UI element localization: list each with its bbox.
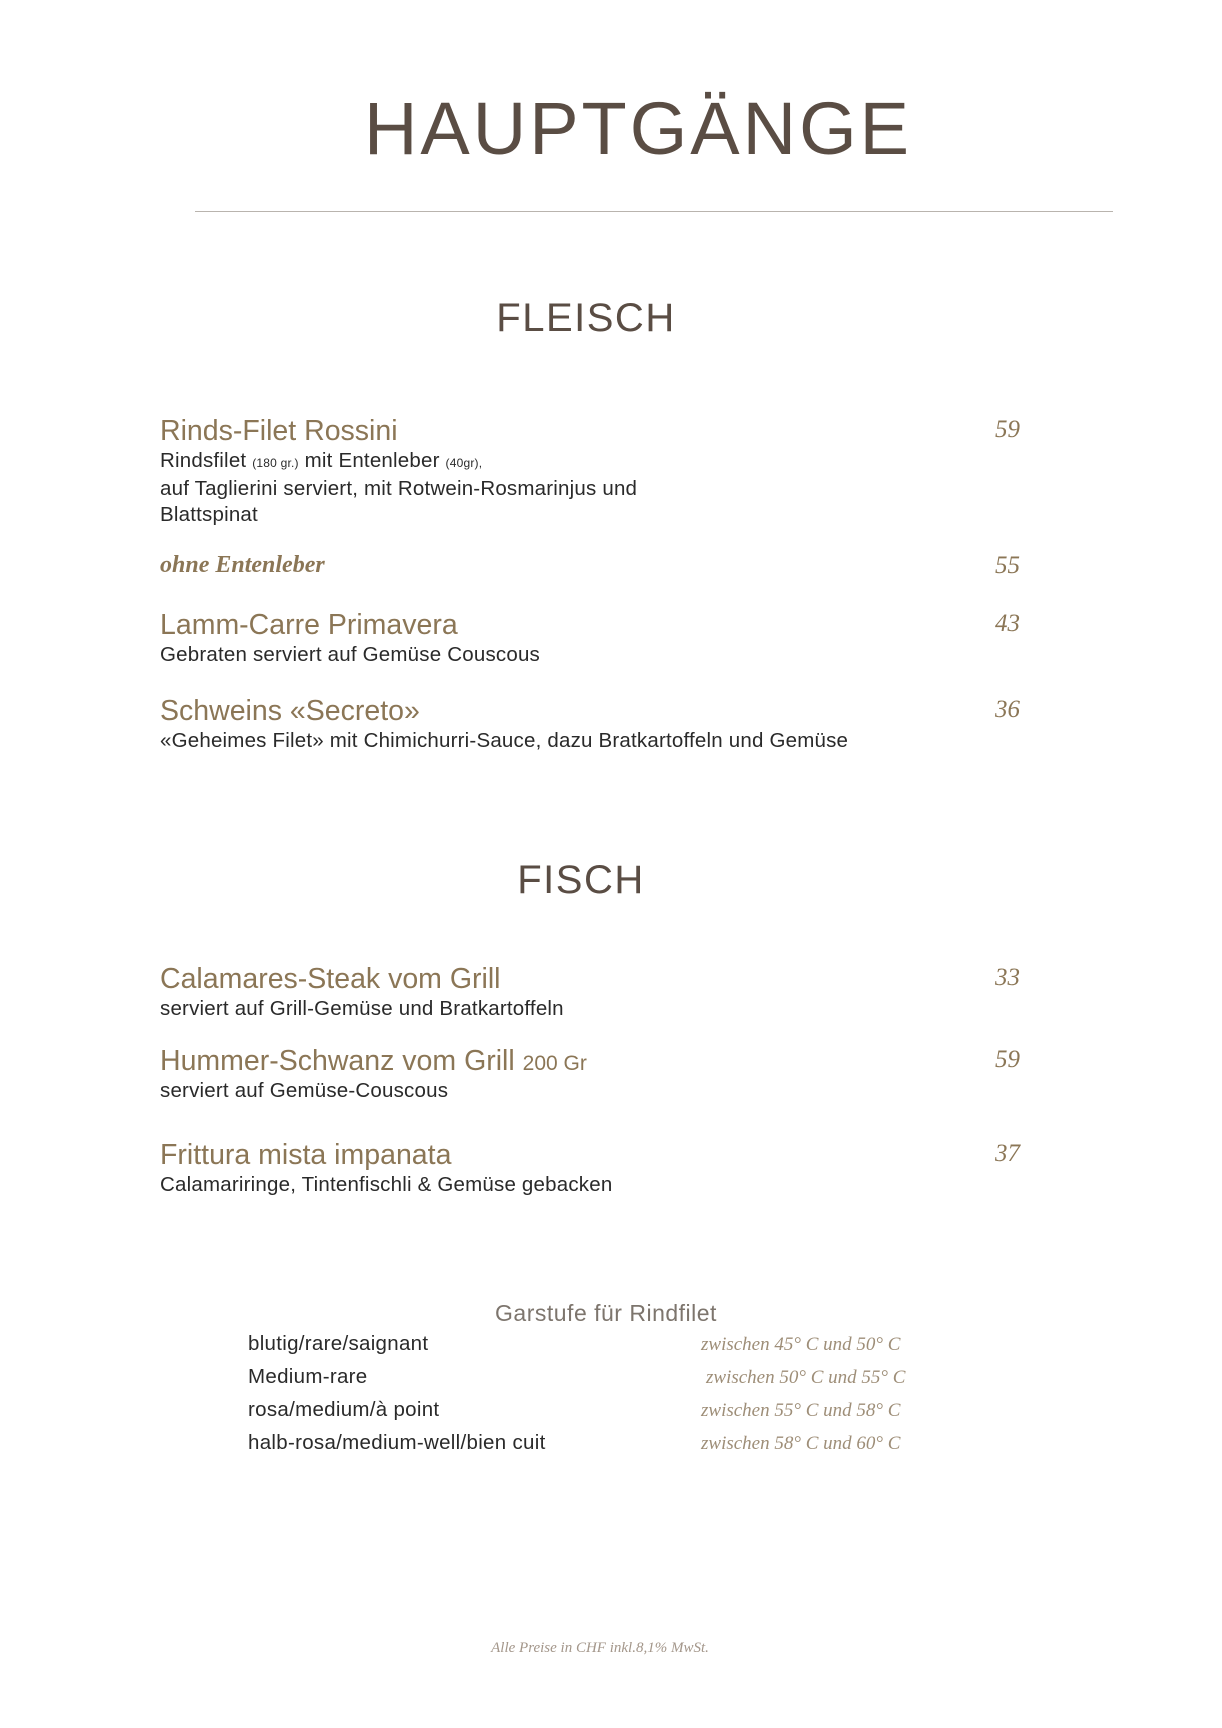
menu-item-variant-ohne-entenleber (160, 552, 1020, 579)
doneness-row (248, 1398, 908, 1428)
item-name: Calamares-Steak vom Grill (160, 963, 501, 995)
item-description: Gebraten serviert auf Gemüse Couscous (160, 643, 540, 667)
doneness-label: blutig/rare/saignant (248, 1332, 429, 1355)
item-description: serviert auf Gemüse-Couscous (160, 1079, 449, 1103)
doneness-row (248, 1332, 908, 1362)
item-price: 33 (995, 964, 1020, 991)
item-name: Frittura mista impanata (160, 1139, 452, 1171)
price-footnote: Alle Preise in CHF inkl.8,1% MwSt. (491, 1640, 709, 1656)
doneness-row (248, 1431, 908, 1461)
doneness-temperature: zwischen 58° C und 60° C (701, 1433, 901, 1454)
item-description (160, 448, 1020, 476)
item-price: 59 (995, 416, 1020, 443)
item-name: Rinds-Filet Rossini (160, 415, 398, 447)
section-title-fleisch: FLEISCH (496, 296, 676, 340)
doneness-temperature: zwischen 45° C und 50° C (701, 1334, 901, 1355)
page-title: HAUPTGÄNGE (363, 87, 913, 170)
title-divider (195, 211, 1113, 212)
desc-text: Rindsfilet (160, 449, 247, 473)
menu-item-rinds-filet (160, 414, 1020, 528)
item-price: 36 (995, 696, 1020, 723)
item-name: Lamm-Carre Primavera (160, 609, 458, 641)
doneness-label: rosa/medium/à point (248, 1398, 440, 1421)
item-price: 55 (995, 552, 1020, 579)
doneness-temperature: zwischen 55° C und 58° C (701, 1400, 901, 1421)
doneness-row (248, 1365, 908, 1395)
doneness-label: halb-rosa/medium-well/bien cuit (248, 1431, 546, 1454)
desc-weight: (40gr), (445, 456, 483, 471)
doneness-title: Garstufe für Rindfilet (495, 1300, 717, 1326)
desc-weight: (180 gr.) (252, 456, 299, 471)
menu-item-hummer-schwanz (160, 1044, 1020, 1104)
item-description: «Geheimes Filet» mit Chimichurri-Sauce, dazu Bratkartoffeln und Gemüse (160, 729, 849, 753)
item-description: serviert auf Grill-Gemüse und Bratkartoffeln (160, 997, 564, 1021)
item-name (160, 1044, 1020, 1078)
item-price: 37 (995, 1140, 1020, 1167)
desc-text: mit Entenleber (304, 449, 440, 473)
item-size: 200 Gr (522, 1052, 587, 1075)
variant-name: ohne Entenleber (160, 552, 325, 578)
item-name-text: Hummer-Schwanz vom Grill (160, 1045, 515, 1077)
item-description: Calamariringe, Tintenfischli & Gemüse gebacken (160, 1173, 613, 1197)
item-price: 59 (995, 1046, 1020, 1073)
menu-item-lamm-carre (160, 608, 1020, 668)
menu-item-schweins-secreto (160, 694, 1020, 754)
item-description-line: Blattspinat (160, 503, 258, 527)
item-description-line: auf Taglierini serviert, mit Rotwein-Rosmarinjus und (160, 477, 638, 501)
menu-item-frittura-mista (160, 1138, 1020, 1198)
item-price: 43 (995, 610, 1020, 637)
doneness-temperature: zwischen 50° C und 55° C (706, 1367, 906, 1388)
menu-item-calamares-steak (160, 962, 1020, 1022)
doneness-label: Medium-rare (248, 1365, 368, 1388)
section-title-fisch: FISCH (517, 858, 645, 902)
item-name: Schweins «Secreto» (160, 695, 420, 727)
